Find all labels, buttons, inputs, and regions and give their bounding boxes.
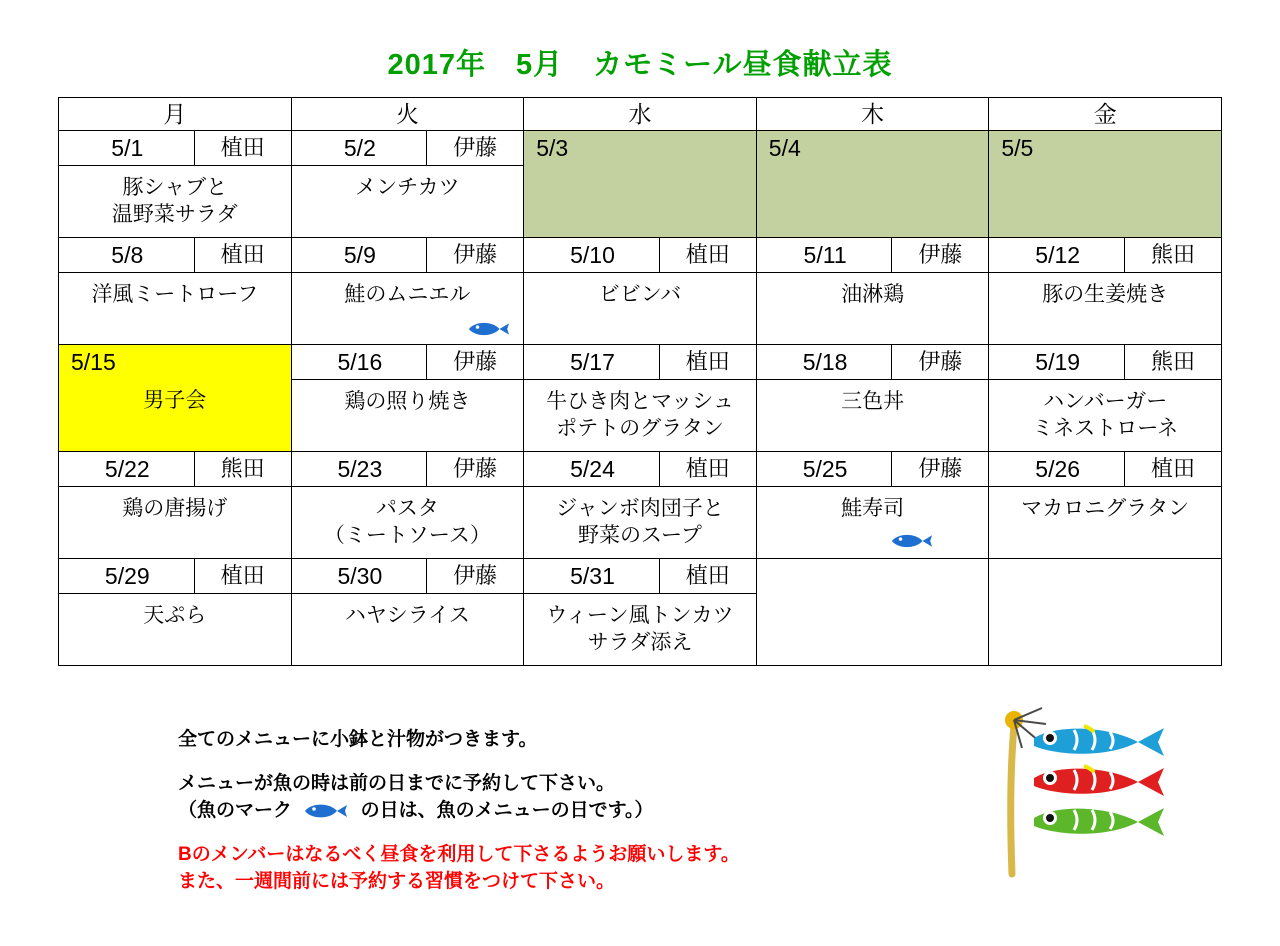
note-line-fish-mark bbox=[178, 797, 740, 825]
weekday-header-wed: 水 bbox=[524, 98, 757, 131]
calendar-week-row bbox=[59, 345, 1222, 452]
day-menu bbox=[989, 273, 1221, 308]
day-date: 5/17 bbox=[570, 349, 615, 375]
menu-line: ビビンバ bbox=[598, 283, 682, 306]
note-small-dishes: 全てのメニューに小鉢と汁物がつきます。 bbox=[178, 729, 538, 750]
menu-line: ポテトのグラタン bbox=[556, 417, 724, 440]
fish-icon bbox=[467, 320, 511, 338]
calendar-container bbox=[58, 97, 1222, 666]
day-staff: 植田 bbox=[194, 238, 291, 272]
day-cell-header bbox=[757, 238, 989, 273]
day-cell-header bbox=[59, 238, 291, 273]
day-cell-header bbox=[757, 452, 989, 487]
carp-blue bbox=[1034, 726, 1164, 756]
menu-line: 油淋鶏 bbox=[841, 283, 905, 306]
day-cell bbox=[291, 345, 524, 452]
day-staff: 植田 bbox=[659, 559, 756, 593]
day-cell bbox=[59, 131, 292, 238]
day-date: 5/24 bbox=[570, 456, 615, 482]
day-menu bbox=[757, 380, 989, 415]
day-staff: 伊藤 bbox=[891, 345, 988, 379]
day-date: 5/16 bbox=[337, 349, 383, 375]
menu-calendar-table bbox=[58, 97, 1222, 666]
calendar-week-row bbox=[59, 238, 1222, 345]
calendar-week-row bbox=[59, 452, 1222, 559]
carp-green bbox=[1034, 808, 1164, 836]
day-cell bbox=[59, 559, 292, 666]
day-cell bbox=[524, 238, 757, 345]
day-cell bbox=[989, 452, 1222, 559]
day-menu bbox=[292, 380, 524, 415]
notes-section bbox=[178, 726, 740, 896]
day-cell bbox=[756, 452, 989, 559]
day-menu bbox=[757, 273, 989, 308]
day-cell-header bbox=[59, 345, 291, 379]
day-staff: 植田 bbox=[659, 452, 756, 486]
menu-line: パスタ bbox=[375, 497, 439, 520]
day-cell bbox=[524, 452, 757, 559]
calendar-week-row bbox=[59, 559, 1222, 666]
day-date: 5/1 bbox=[111, 135, 144, 161]
note-b-members bbox=[178, 841, 740, 896]
day-cell-holiday bbox=[989, 131, 1222, 238]
menu-line: 野菜のスープ bbox=[578, 524, 702, 547]
day-date: 5/5 bbox=[1001, 135, 1034, 161]
menu-line: 牛ひき肉とマッシュ bbox=[546, 390, 734, 413]
day-cell bbox=[291, 131, 524, 238]
day-menu bbox=[59, 487, 291, 522]
menu-line: 豚シャブと bbox=[122, 176, 228, 199]
day-menu bbox=[59, 379, 291, 414]
menu-line: 鮭のムニエル bbox=[344, 283, 471, 306]
day-date: 5/22 bbox=[104, 456, 150, 482]
day-cell-header bbox=[524, 238, 756, 273]
day-date: 5/30 bbox=[337, 563, 383, 589]
day-cell-holiday bbox=[524, 131, 757, 238]
day-menu bbox=[524, 273, 756, 308]
day-cell-header bbox=[292, 452, 524, 487]
day-menu bbox=[989, 487, 1221, 522]
day-staff: 伊藤 bbox=[426, 238, 523, 272]
day-menu bbox=[757, 487, 989, 522]
day-date: 5/12 bbox=[1035, 242, 1081, 268]
day-cell-header bbox=[989, 452, 1221, 487]
day-menu bbox=[292, 166, 524, 201]
weekday-header-row bbox=[59, 98, 1222, 131]
day-date: 5/19 bbox=[1035, 349, 1081, 375]
menu-line: 鶏の照り焼き bbox=[344, 390, 471, 413]
day-date: 5/10 bbox=[570, 242, 615, 268]
day-cell bbox=[59, 452, 292, 559]
day-cell-header bbox=[524, 345, 756, 380]
day-menu bbox=[59, 273, 291, 308]
day-staff: 伊藤 bbox=[426, 559, 523, 593]
menu-line: （ミートソース） bbox=[323, 524, 491, 547]
day-date: 5/15 bbox=[71, 349, 116, 375]
note-line: メニューが魚の時は前の日までに予約して下さい。 bbox=[178, 772, 616, 794]
day-menu bbox=[292, 487, 524, 549]
day-cell-header bbox=[59, 559, 291, 594]
menu-line: メンチカツ bbox=[355, 176, 460, 199]
day-date: 5/23 bbox=[337, 456, 383, 482]
day-cell-empty bbox=[756, 559, 989, 666]
page-title: 2017年 5月 カモミール昼食献立表 bbox=[387, 49, 893, 81]
day-menu bbox=[59, 594, 291, 629]
day-menu bbox=[524, 380, 756, 442]
carp-red bbox=[1034, 766, 1164, 796]
day-menu bbox=[59, 166, 291, 228]
day-cell bbox=[524, 559, 757, 666]
day-cell-header bbox=[524, 452, 756, 487]
calendar-week-row bbox=[59, 131, 1222, 238]
day-cell-header bbox=[292, 131, 524, 166]
calendar-body bbox=[59, 131, 1222, 666]
day-date: 5/2 bbox=[343, 135, 376, 161]
day-cell-header bbox=[757, 131, 989, 165]
menu-line: ウィーン風トンカツ bbox=[546, 604, 734, 627]
day-cell-header bbox=[524, 131, 756, 165]
menu-line: ハンバーガー bbox=[1043, 390, 1168, 413]
day-cell-highlight bbox=[59, 345, 292, 452]
day-cell bbox=[524, 345, 757, 452]
day-cell bbox=[291, 238, 524, 345]
menu-line: 洋風ミートローフ bbox=[91, 283, 259, 306]
day-cell-header bbox=[989, 238, 1221, 273]
day-staff: 植田 bbox=[194, 559, 291, 593]
day-staff: 植田 bbox=[659, 238, 756, 272]
day-cell bbox=[291, 452, 524, 559]
day-date: 5/18 bbox=[802, 349, 848, 375]
note-fish-reservation bbox=[178, 770, 740, 825]
day-staff: 熊田 bbox=[1124, 238, 1221, 272]
day-cell-header bbox=[292, 238, 524, 273]
day-staff: 熊田 bbox=[194, 452, 291, 486]
day-staff: 伊藤 bbox=[426, 131, 523, 165]
day-cell-header bbox=[292, 559, 524, 594]
day-cell-header bbox=[989, 131, 1221, 165]
day-staff: 伊藤 bbox=[426, 452, 523, 486]
day-cell bbox=[756, 345, 989, 452]
day-date: 5/4 bbox=[768, 135, 801, 161]
day-staff: 伊藤 bbox=[426, 345, 523, 379]
fish-icon bbox=[303, 802, 349, 820]
day-staff: 植田 bbox=[1124, 452, 1221, 486]
day-menu bbox=[989, 380, 1221, 442]
day-date: 5/9 bbox=[343, 242, 376, 268]
day-cell-header bbox=[757, 345, 989, 380]
day-menu bbox=[292, 594, 524, 629]
day-staff: 伊藤 bbox=[891, 238, 988, 272]
menu-line: 温野菜サラダ bbox=[111, 203, 238, 226]
note-fish-suffix: の日は、魚のメニューの日です。） bbox=[360, 800, 654, 822]
weekday-header-fri: 金 bbox=[989, 98, 1222, 131]
weekday-header-mon: 月 bbox=[59, 98, 292, 131]
day-date: 5/8 bbox=[111, 242, 144, 268]
fish-icon bbox=[890, 532, 934, 550]
day-cell-header bbox=[59, 452, 291, 487]
weekday-header-tue: 火 bbox=[291, 98, 524, 131]
menu-line: 三色丼 bbox=[841, 390, 905, 413]
menu-line: 鶏の唐揚げ bbox=[122, 497, 228, 520]
day-cell-empty bbox=[989, 559, 1222, 666]
day-date: 5/11 bbox=[803, 242, 847, 268]
day-cell-header bbox=[524, 559, 756, 594]
day-menu bbox=[292, 273, 524, 308]
day-menu bbox=[524, 594, 756, 656]
menu-line: 鮭寿司 bbox=[841, 497, 905, 520]
menu-line: 天ぷら bbox=[143, 604, 207, 627]
day-date: 5/25 bbox=[802, 456, 848, 482]
menu-line: ハヤシライス bbox=[344, 604, 470, 627]
day-cell-holiday bbox=[756, 131, 989, 238]
day-date: 5/31 bbox=[570, 563, 615, 589]
day-cell bbox=[989, 238, 1222, 345]
menu-line: 男子会 bbox=[143, 389, 207, 412]
day-cell bbox=[59, 238, 292, 345]
day-date: 5/26 bbox=[1035, 456, 1081, 482]
weekday-header-thu: 木 bbox=[756, 98, 989, 131]
koinobori-illustration bbox=[988, 702, 1218, 882]
menu-line: ミネストローネ bbox=[1032, 417, 1179, 440]
menu-line: ジャンボ肉団子と bbox=[556, 497, 724, 520]
note-fish-prefix: （魚のマーク bbox=[178, 800, 293, 822]
day-staff: 熊田 bbox=[1124, 345, 1221, 379]
menu-line: サラダ添え bbox=[587, 631, 693, 654]
day-menu bbox=[524, 487, 756, 549]
note-line: Bのメンバーはなるべく昼食を利用して下さるようお願いします。 bbox=[178, 843, 740, 865]
note-line: また、一週間前には予約する習慣をつけて下さい。 bbox=[178, 871, 616, 893]
day-staff: 植田 bbox=[659, 345, 756, 379]
day-staff: 植田 bbox=[194, 131, 291, 165]
menu-line: 豚の生姜焼き bbox=[1042, 283, 1169, 306]
day-cell bbox=[989, 345, 1222, 452]
day-cell-header bbox=[989, 345, 1221, 380]
day-date: 5/3 bbox=[536, 135, 569, 161]
day-staff: 伊藤 bbox=[891, 452, 988, 486]
day-date: 5/29 bbox=[104, 563, 150, 589]
day-cell bbox=[291, 559, 524, 666]
menu-line: マカロニグラタン bbox=[1021, 497, 1190, 520]
day-cell bbox=[756, 238, 989, 345]
day-cell-header bbox=[292, 345, 524, 380]
day-cell-header bbox=[59, 131, 291, 166]
